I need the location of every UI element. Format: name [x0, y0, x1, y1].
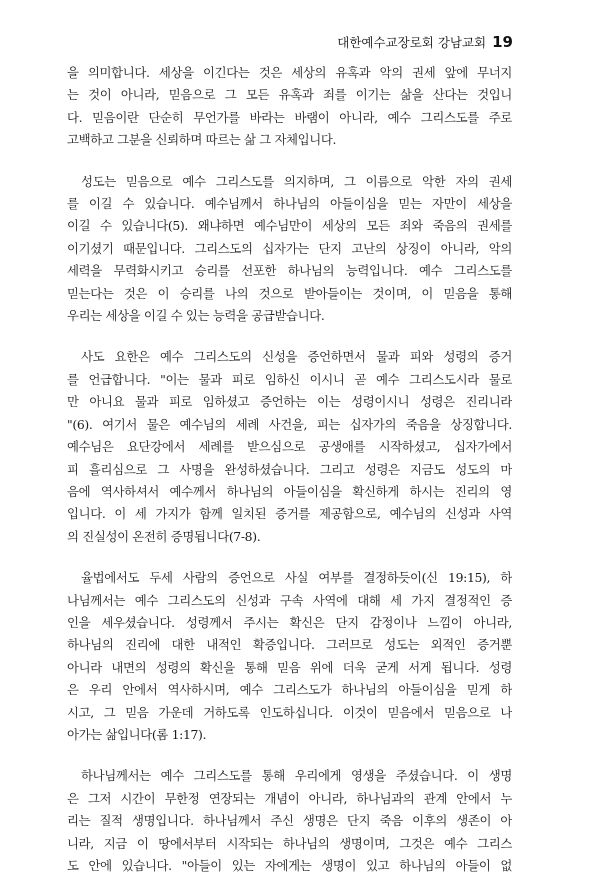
- text-line: 음에 역사하셔서 예수께서 하나님의 아들이심을 확신하게 하시는 진리의 영: [67, 483, 512, 499]
- text-line: 믿는다는 것은 이 승리를 나의 것으로 받아들이는 것이며, 이 믿음을 통해: [67, 285, 512, 301]
- body-paragraph: [67, 567, 512, 746]
- running-header: [337, 33, 513, 51]
- text-line: 사도 요한은 예수 그리스도의 신성을 증언하면서 물과 피와 성령의 증거: [81, 349, 512, 365]
- text-line: 피 흘리심으로 그 사명을 완성하셨습니다. 그리고 성령은 지금도 성도의 마: [67, 461, 512, 477]
- text-line: 세력을 무력화시키고 승리를 선포한 하나님의 능력입니다. 예수 그리스도를: [67, 263, 512, 279]
- text-line: 나님께서는 예수 그리스도의 신성과 구속 사역에 대해 세 가지 결정적인 증: [67, 592, 512, 608]
- text-line: 예수님은 요단강에서 세례를 받으심으로 공생애를 시작하셨고, 십자가에서: [67, 439, 512, 455]
- text-line: 우리는 세상을 이길 수 있는 능력을 공급받습니다.: [67, 308, 325, 324]
- text-line: 니라, 지금 이 땅에서부터 시작되는 하나님의 생명이며, 그것은 예수 그리스: [67, 835, 512, 851]
- text-line: 다. 믿음이란 단순히 무언가를 바라는 바램이 아니라, 예수 그리스도를 주로: [67, 109, 512, 125]
- text-line: 하나님의 진리에 대한 내적인 확증입니다. 그러므로 성도는 외적인 증거뿐: [67, 637, 512, 653]
- text-line: 는 것이 아니라, 믿음으로 그 모든 유혹과 죄를 이기는 삶을 산다는 것입니: [67, 87, 512, 103]
- page-body: [67, 62, 512, 896]
- text-line: 성도는 믿음으로 예수 그리스도를 의지하며, 그 이름으로 악한 자의 권세: [81, 173, 512, 189]
- text-line: 이기셨기 때문입니다. 그리스도의 십자가는 단지 고난의 상징이 아니라, 악의: [67, 240, 512, 256]
- body-paragraph: [67, 171, 512, 328]
- text-line: 리는 질적 생명입니다. 하나님께서 주신 생명은 단지 죽음 이후의 생존이 아: [67, 813, 512, 829]
- text-line: 율법에서도 두세 사람의 증언으로 사실 여부를 결정하듯이(신 19:15), 하: [81, 570, 512, 586]
- text-line: 입니다. 이 세 가지가 함께 일치된 증거를 제공함으로, 예수님의 신성과 사역: [67, 506, 512, 522]
- text-line: 만 아니요 물과 피로 임하셨고 증언하는 이는 성령이시니 성령은 진리니라: [67, 394, 512, 410]
- page-number: 19: [492, 33, 513, 51]
- text-line: 하나님께서는 예수 그리스도를 통해 우리에게 영생을 주셨습니다. 이 생명: [81, 768, 512, 784]
- text-line: 을 의미합니다. 세상을 이긴다는 것은 세상의 유혹과 악의 권세 앞에 무너지: [67, 65, 512, 80]
- text-line: 를 이길 수 있습니다. 예수님께서 하나님의 아들이심을 믿는 자만이 세상을: [67, 196, 512, 212]
- text-line: 의 진실성이 온전히 증명됩니다(7-8).: [67, 528, 261, 544]
- text-line: "(6). 여기서 물은 예수님의 세례 사건을, 피는 십자가의 죽음을 상징합니다.: [67, 416, 512, 432]
- text-line: 를 언급합니다. "이는 물과 피로 임하신 이시니 곧 예수 그리스도시라 물로: [67, 371, 512, 387]
- text-line: 고백하고 그분을 신뢰하며 따르는 삶 그 자체입니다.: [67, 132, 337, 148]
- text-line: 은 그저 시간이 무한정 연장되는 개념이 아니라, 하나님과의 관계 안에서 누: [67, 790, 512, 806]
- header-title: 대한예수교장로회 강남교회: [337, 35, 487, 50]
- text-line: 아니라 내면의 성령의 확신을 통해 믿음 위에 더욱 굳게 서게 됩니다. 성령: [67, 659, 512, 675]
- text-line: 시고, 그 믿음 가운데 거하도록 인도하십니다. 이것이 믿음에서 믿음으로 나: [67, 704, 512, 720]
- text-line: 인을 세우셨습니다. 성령께서 주시는 확신은 단지 감정이나 느낌이 아니라,: [67, 614, 512, 630]
- body-paragraph: [67, 62, 512, 152]
- text-line: 아가는 삶입니다(롬 1:17).: [67, 726, 207, 742]
- text-line: 은 우리 안에서 역사하시며, 예수 그리스도가 하나님의 아들이심을 믿게 하: [67, 682, 512, 698]
- text-line: 이길 수 있습니다(5). 왜냐하면 예수님만이 세상의 모든 죄와 죽음의 권세를: [67, 218, 512, 234]
- body-paragraph: [67, 346, 512, 548]
- body-paragraph: [67, 765, 512, 877]
- text-line: 도 안에 있습니다. "아들이 있는 자에게는 생명이 있고 하나님의 아들이 없: [67, 858, 512, 873]
